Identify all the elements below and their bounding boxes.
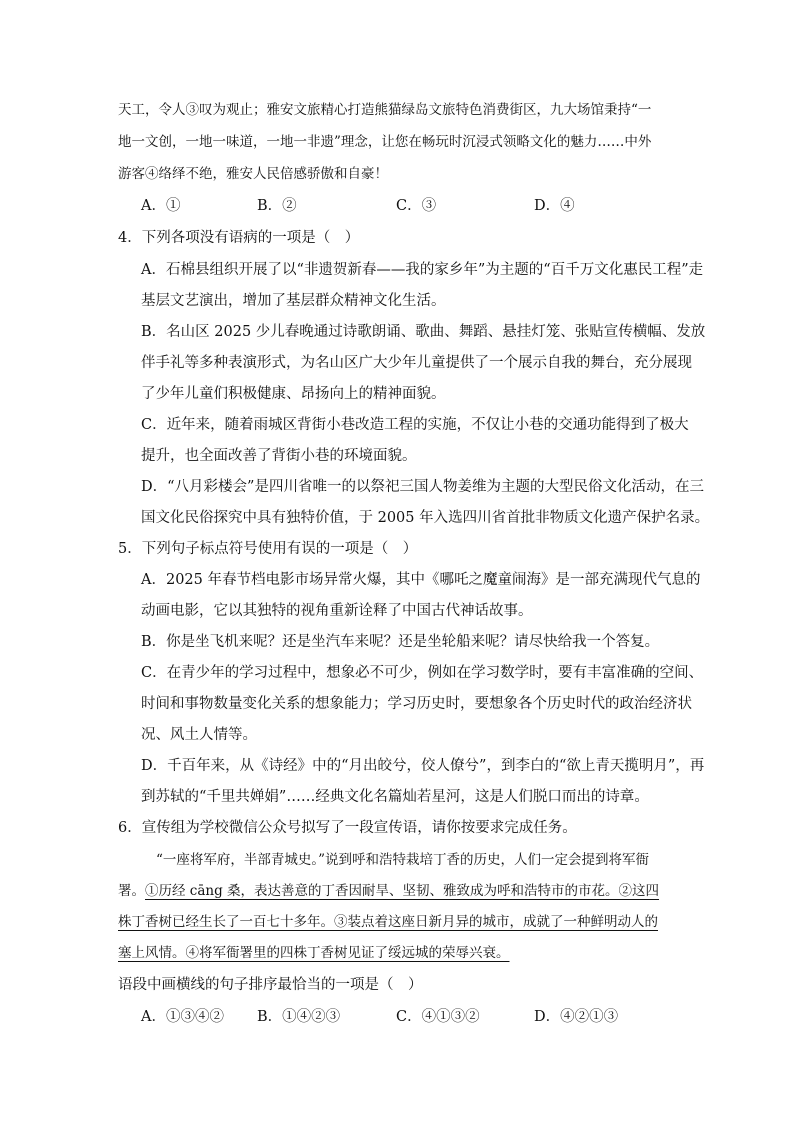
q3-option-d: D．④ [534,198,575,214]
q4-line: 基层文艺演出，增加了基层群众精神文化生活。 [141,293,446,309]
q4-line: C．近年来，随着雨城区背街小巷改造工程的实施，不仅让小巷的交通功能得到了极大 [141,417,689,433]
q4-stem: 4．下列各项没有语病的一项是（ ） [118,230,360,246]
q6-option-d: D．④②①③ [534,1009,619,1025]
q5-line: 况、风土人情等。 [141,727,257,743]
q4-line: D．“八月彩楼会”是四川省唯一的以祭祀三国人物姜维为主题的大型民俗文化活动，在三 [141,479,704,495]
q4-line: 国文化民俗探究中具有独特价值，于 2005 年入选四川省首批非物质文化遗产保护名录。 [141,510,710,526]
q6-stem: 6．宣传组为学校微信公众号拟写了一段宣传语，请你按要求完成任务。 [118,820,577,836]
q3-option-a: A．① [141,198,181,214]
q6-option-b: B．①④②③ [257,1009,341,1025]
q3-option-b: B．② [257,198,297,214]
q5-line: A．2025 年春节档电影市场异常火爆，其中《哪吒之魔童闹海》是一部充满现代气息的 [141,572,701,588]
q6-passage-line-1: “一座将军府，半部青城史。”说到呼和浩特栽培丁香的历史，人们一定会提到将军衙 [156,852,650,868]
q5-line: B．你是坐飞机来呢？还是坐汽车来呢？还是坐轮船来呢？请尽快给我一个答复。 [141,634,660,650]
q6-passage-line-3: 株丁香树已经生长了一百七十多年。③装点着这座日新月异的城市，成就了一种鲜明动人的 [118,914,658,930]
intro-line-1: 天工，令人③叹为观止；雅安文旅精心打造熊猫绿岛文旅特色消费街区，九大场馆秉持“一 [118,102,652,118]
q6-option-c: C．④①③② [396,1009,480,1025]
q4-line: B．名山区 2025 少儿春晚通过诗歌朗诵、歌曲、舞蹈、悬挂灯笼、张贴宣传横幅、发放 [141,324,706,340]
q5-stem: 5．下列句子标点符号使用有误的一项是（ ） [118,541,418,557]
q5-line: C．在青少年的学习过程中，想象必不可少，例如在学习数学时，要有丰富准确的空间、 [141,665,704,681]
q6-passage-line-2 [118,881,659,901]
q5-line: 到苏轼的“千里共婵娟”……经典文化名篇灿若星河，这是人们脱口而出的诗章。 [141,789,649,805]
q6-option-a: A．①③④② [141,1009,224,1025]
intro-line-3: 游客④络绎不绝，雅安人民倍感骄傲和自豪！ [118,166,388,182]
q5-line: 时间和事物数量变化关系的想象能力；学习历史时，要想象各个历史时代的政治经济状 [141,696,692,712]
q6-passage-line-2-text: 署。①历经 cāng 桑，表达善意的丁香因耐旱、坚韧、雅致成为呼和浩特市的市花。②这四 [118,883,660,899]
q3-option-c: C．③ [396,198,437,214]
q5-line: 动画电影，它以其独特的视角重新诠释了中国古代神话故事。 [141,603,533,619]
q4-line: 提升，也全面改善了背街小巷的环境面貌。 [141,448,417,464]
q4-line: A．石棉县组织开展了以“非遗贺新春——我的家乡年”为主题的“百千万文化惠民工程”走 [141,262,704,278]
intro-line-2: 地一文创，一地一味道，一地一非遗”理念，让您在畅玩时沉浸式领略文化的魅力……中外 [118,134,652,150]
q5-line: D．千百年来，从《诗经》中的“月出皎兮，佼人僚兮”，到李白的“欲上青天揽明月”，再 [141,758,705,774]
q4-line: 了少年儿童们积极健康、昂扬向上的精神面貌。 [141,386,446,402]
q4-line: 伴手礼等多种表演形式，为名山区广大少年儿童提供了一个展示自我的舞台，充分展现 [141,355,692,371]
q6-question: 语段中画横线的句子排序最恰当的一项是（ ） [118,977,423,993]
q6-passage-line-4: 塞上风情。④将军衙署里的四株丁香树见证了绥远城的荣辱兴衰。 [118,945,510,961]
